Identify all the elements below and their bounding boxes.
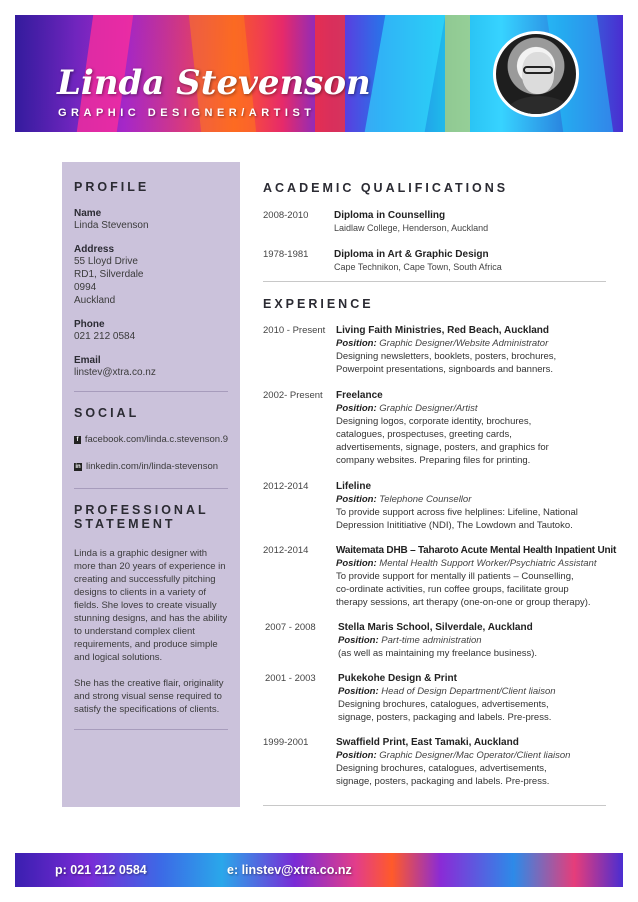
experience-date: 2002- Present: [263, 390, 323, 401]
statement-paragraph: She has the creative flair, originality and strong visual sense required to satisfy the specifications of clients.: [74, 678, 224, 715]
experience-employer: Waitemata DHB – Taharoto Acute Mental Health Inpatient Unit: [336, 545, 617, 556]
experience-position: [336, 402, 636, 415]
position-value: Part-time administration: [381, 635, 482, 646]
position-label: Position:: [336, 558, 377, 569]
experience-entry: [336, 544, 636, 609]
position-label: Position:: [336, 338, 377, 349]
paint-streak: [365, 15, 446, 132]
statement-title-line: PROFESSIONAL: [74, 503, 209, 517]
academic-degree: Diploma in Art & Graphic Design: [334, 249, 489, 260]
academic-date: 1978-1981: [263, 249, 309, 260]
experience-date: 2007 - 2008: [265, 622, 316, 633]
experience-position: [338, 685, 638, 698]
paint-streak: [445, 15, 470, 132]
experience-title: EXPERIENCE: [263, 297, 374, 311]
experience-position: [336, 557, 636, 570]
footer-email[interactable]: e: linstev@xtra.co.nz: [227, 863, 352, 877]
experience-position: [336, 493, 636, 506]
position-label: Position:: [338, 686, 379, 697]
experience-desc: [338, 698, 638, 724]
experience-position: [336, 749, 636, 762]
position-value: Telephone Counsellor: [379, 494, 472, 505]
academic-entry: [334, 248, 634, 274]
experience-employer: Freelance: [336, 390, 383, 401]
position-label: Position:: [336, 750, 377, 761]
resume-role: GRAPHIC DESIGNER/ARTIST: [58, 107, 316, 119]
linkedin-link[interactable]: [74, 461, 228, 472]
experience-employer: Swaffield Print, East Tamaki, Auckland: [336, 737, 519, 748]
experience-entry: [336, 324, 636, 376]
divider: [74, 391, 228, 392]
position-value: Graphic Designer/Website Administrator: [379, 338, 549, 349]
desc-line: advertisements, signage, posters, and graphics for: [336, 442, 549, 453]
statement-title: [74, 503, 228, 531]
position-label: Position:: [336, 403, 377, 414]
name-label: Name: [74, 208, 102, 219]
position-label: Position:: [338, 635, 379, 646]
address-label: Address: [74, 244, 115, 255]
experience-position: [336, 337, 636, 350]
resume-name: Linda Stevenson: [57, 63, 371, 103]
academic-degree: Diploma in Counselling: [334, 210, 446, 221]
desc-line: signage, posters, packaging and labels. Pre-press.: [338, 712, 552, 723]
experience-desc: [336, 415, 636, 467]
position-value: Mental Health Support Worker/Psychiatric Assistant: [379, 558, 597, 569]
photo-body: [504, 96, 574, 117]
address-line: 0994: [74, 282, 97, 293]
footer-banner: [15, 853, 623, 887]
experience-desc: [336, 570, 636, 609]
profile-photo: [493, 31, 579, 117]
desc-line: Designing brochures, catalogues, advertisements,: [336, 763, 547, 774]
divider: [74, 488, 228, 489]
experience-date: 2012-2014: [263, 481, 309, 492]
phone-value: 021 212 0584: [74, 331, 136, 342]
profile-title: PROFILE: [74, 180, 150, 194]
desc-line: (as well as maintaining my freelance business).: [338, 648, 538, 659]
desc-line: Powerpoint presentations, signboards and banners.: [336, 364, 554, 375]
desc-line: signage, posters, packaging and labels. Pre-press.: [336, 776, 550, 787]
position-value: Graphic Designer/Artist: [379, 403, 478, 414]
experience-employer: Living Faith Ministries, Red Beach, Auckland: [336, 325, 550, 336]
phone-label: Phone: [74, 319, 105, 330]
experience-desc: [336, 762, 636, 788]
experience-employer: Pukekohe Design & Print: [338, 673, 457, 684]
photo-glasses: [523, 66, 553, 74]
address-line: RD1, Silverdale: [74, 269, 144, 280]
experience-entry: [338, 672, 638, 724]
experience-employer: Lifeline: [336, 481, 372, 492]
desc-line: Designing logos, corporate identity, brochures,: [336, 416, 532, 427]
position-value: Graphic Designer/Mac Operator/Client liaison: [379, 750, 571, 761]
academic-title: ACADEMIC QUALIFICATIONS: [263, 181, 509, 195]
experience-entry: [336, 389, 636, 467]
address-line: Auckland: [74, 295, 116, 306]
experience-entry: [336, 480, 636, 532]
header-banner: [15, 15, 623, 132]
sidebar: [62, 162, 240, 807]
divider: [263, 281, 606, 282]
name-value: Linda Stevenson: [74, 220, 149, 231]
academic-school: Laidlaw College, Henderson, Auckland: [334, 223, 489, 233]
academic-entry: [334, 209, 634, 235]
desc-line: To provide support across five helplines: Lifeline, National: [336, 507, 578, 518]
academic-school: Cape Technikon, Cape Town, South Africa: [334, 262, 502, 272]
facebook-link[interactable]: [74, 434, 228, 445]
experience-date: 2001 - 2003: [265, 673, 316, 684]
academic-date: 2008-2010: [263, 210, 309, 221]
position-label: Position:: [336, 494, 377, 505]
desc-line: co-ordinate activities, run coffee groups, facilitate group: [336, 584, 569, 595]
desc-line: Designing brochures, catalogues, advertisements,: [338, 699, 549, 710]
desc-line: Designing newsletters, booklets, posters, brochures,: [336, 351, 557, 362]
facebook-url: facebook.com/linda.c.stevenson.9: [84, 434, 228, 445]
desc-line: catalogues, prospectuses, greeting cards,: [336, 429, 512, 440]
experience-desc: [336, 350, 636, 376]
position-value: Head of Design Department/Client liaison: [381, 686, 556, 697]
experience-date: 1999-2001: [263, 737, 309, 748]
desc-line: To provide support for mentally ill patients – Counselling,: [336, 571, 574, 582]
experience-date: 2010 - Present: [263, 325, 326, 336]
experience-desc: [336, 506, 636, 532]
desc-line: Depression Inititiative (NDI), The Lowdown and Tautoko.: [336, 520, 573, 531]
footer-phone: p: 021 212 0584: [55, 863, 147, 877]
experience-date: 2012-2014: [263, 545, 309, 556]
desc-line: therapy sessions, art therapy (one-on-one or group therapy).: [336, 597, 591, 608]
experience-position: [338, 634, 638, 647]
address-line: 55 Lloyd Drive: [74, 256, 138, 267]
experience-desc: [338, 647, 638, 660]
linkedin-url: linkedin.com/in/linda-stevenson: [86, 461, 219, 472]
statement-title-line: STATEMENT: [74, 517, 176, 531]
address-value: [74, 255, 228, 307]
facebook-icon: f: [74, 436, 81, 444]
experience-entry: [336, 736, 636, 788]
divider: [263, 805, 606, 806]
social-title: SOCIAL: [74, 406, 140, 420]
email-value: linstev@xtra.co.nz: [74, 367, 156, 378]
desc-line: company websites. Preparing files for printing.: [336, 455, 531, 466]
experience-entry: [338, 621, 638, 660]
email-label: Email: [74, 355, 101, 366]
linkedin-icon: in: [75, 463, 81, 470]
divider: [74, 729, 228, 730]
statement-paragraph: Linda is a graphic designer with more than 20 years of experience in creating and successfully pitching designs to clients in a variety of fields. She loves to create visually stunning designs, and has the ability to understand complex client requirements, and produce simple and logical solutions.: [74, 548, 228, 663]
experience-employer: Stella Maris School, Silverdale, Auckland: [338, 622, 533, 633]
